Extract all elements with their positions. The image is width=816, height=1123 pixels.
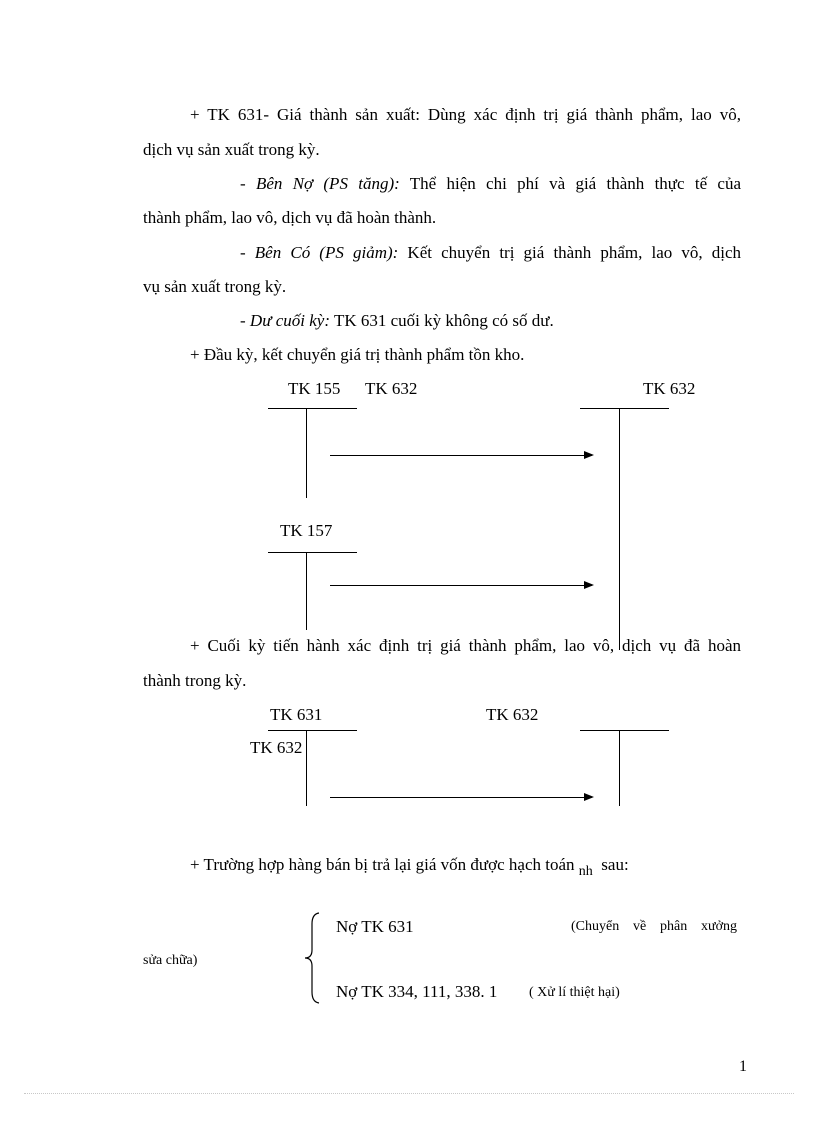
- ben-no-text: Thể hiện chi phí và giá thành thực tế của: [399, 174, 742, 193]
- du-cuoi-ky-item: [240, 311, 554, 331]
- label-tk632-mid2: TK 632: [486, 705, 539, 724]
- du-dash: -: [240, 311, 246, 330]
- entry-no-tk631: Nợ TK 631: [336, 917, 414, 936]
- t-account-632-stem: [619, 408, 620, 650]
- label-tk632-left: TK 632: [250, 738, 303, 757]
- label-tk157: TK 157: [280, 521, 333, 540]
- ben-co-item: [240, 243, 741, 263]
- brace-icon: [302, 912, 322, 1004]
- ben-co-label: Bên Có (PS giảm):: [254, 243, 399, 262]
- t-account-155-stem: [306, 408, 307, 498]
- note-sua-chua: sửa chữa): [143, 953, 198, 968]
- t-account-155-top: [268, 408, 357, 409]
- label-tk632-right: TK 632: [643, 379, 696, 398]
- tra-lai-sub: nh: [578, 864, 593, 879]
- label-tk631: TK 631: [270, 705, 323, 724]
- arrow-157-to-632: [330, 585, 592, 586]
- tra-lai-text: + Trường hợp hàng bán bị trả lại giá vốn được hạch toán: [190, 855, 579, 874]
- ben-no-dash: -: [240, 174, 246, 193]
- arrow-155-to-632: [330, 455, 592, 456]
- du-label: Dư cuối kỳ:: [249, 311, 330, 330]
- footer-divider: [24, 1093, 794, 1094]
- t-account-632b-top: [580, 730, 669, 731]
- t-account-157-top: [268, 552, 357, 553]
- t-account-632-top: [580, 408, 669, 409]
- ben-no-line2: thành phẩm, lao vô, dịch vụ đã hoàn thành.: [143, 208, 437, 227]
- ben-no-item: [240, 174, 741, 194]
- t-account-157-stem: [306, 552, 307, 630]
- para-dau-ky: + Đầu kỳ, kết chuyển giá trị thành phẩm tồn kho.: [190, 345, 525, 364]
- entry-no-tk334: Nợ TK 334, 111, 338. 1: [336, 982, 498, 1001]
- para-cuoi-ky-line1: + Cuối kỳ tiến hành xác định trị giá thành phẩm, lao vô, dịch vụ đã hoàn: [190, 636, 741, 655]
- arrow-631-to-632: [330, 797, 592, 798]
- t-account-631-top: [268, 730, 357, 731]
- page-number: 1: [739, 1058, 747, 1075]
- ben-no-label: Bên Nợ (PS tăng):: [255, 174, 400, 193]
- ben-co-dash: -: [240, 243, 246, 262]
- du-text: TK 631 cuối kỳ không có số dư.: [330, 311, 554, 330]
- para-cuoi-ky-line2: thành trong kỳ.: [143, 671, 247, 690]
- t-account-631-stem: [306, 730, 307, 806]
- label-tk155: TK 155: [288, 379, 341, 398]
- note-chuyen-ve: (Chuyển về phân xưởng: [571, 919, 737, 934]
- ben-co-text: Kết chuyển trị giá thành phẩm, lao vô, dịch: [398, 243, 742, 262]
- note-xu-li: ( Xử lí thiệt hại): [529, 985, 620, 1000]
- tra-lai-tail: sau:: [601, 855, 629, 874]
- t-account-632b-stem: [619, 730, 620, 806]
- para-tra-lai: [190, 855, 629, 879]
- para-tk631-line1: + TK 631- Giá thành sản xuất: Dùng xác định trị giá thành phẩm, lao vô,: [190, 105, 741, 124]
- ben-co-line2: vụ sản xuất trong kỳ.: [143, 277, 287, 296]
- para-tk631-line2: dịch vụ sản xuất trong kỳ.: [143, 140, 320, 159]
- label-tk632-mid: TK 632: [365, 379, 418, 398]
